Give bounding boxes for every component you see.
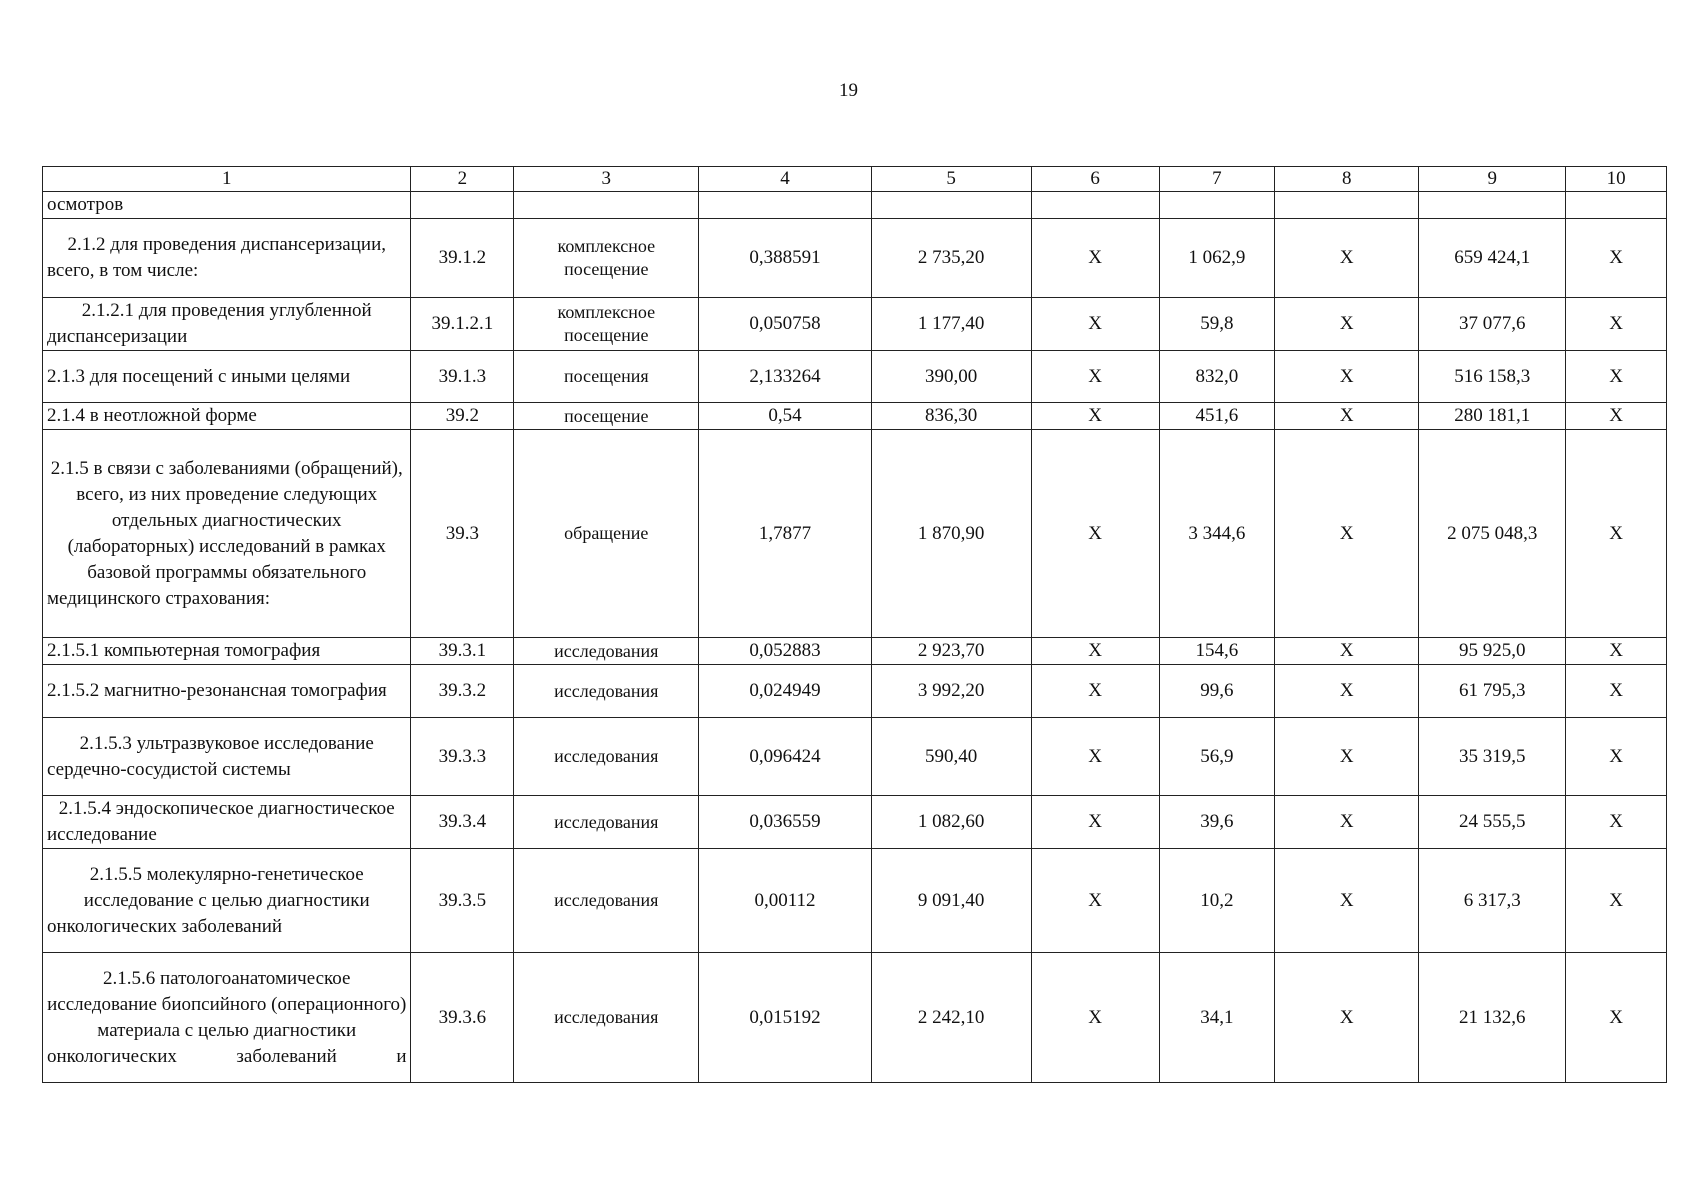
- value-cell: Х: [1566, 298, 1667, 351]
- value-cell: Х: [1031, 403, 1159, 430]
- value-cell: Х: [1566, 430, 1667, 638]
- row-code: 39.1.2.1: [411, 298, 514, 351]
- value-cell: 3 344,6: [1159, 430, 1275, 638]
- row-label: осмотров: [43, 192, 411, 219]
- unit-cell: исследования: [514, 665, 699, 718]
- value-cell: 832,0: [1159, 351, 1275, 403]
- value-cell: 516 158,3: [1419, 351, 1566, 403]
- value-cell: Х: [1031, 665, 1159, 718]
- value-cell: 390,00: [871, 351, 1031, 403]
- row-code: 39.3.2: [411, 665, 514, 718]
- value-cell: 3 992,20: [871, 665, 1031, 718]
- unit-cell: исследования: [514, 718, 699, 796]
- value-cell: 61 795,3: [1419, 665, 1566, 718]
- value-cell: Х: [1031, 638, 1159, 665]
- value-cell: 56,9: [1159, 718, 1275, 796]
- value-cell: 0,388591: [699, 219, 871, 298]
- value-cell: 34,1: [1159, 953, 1275, 1083]
- value-cell: Х: [1566, 849, 1667, 953]
- value-cell: 10,2: [1159, 849, 1275, 953]
- row-code: 39.1.3: [411, 351, 514, 403]
- row-code: [411, 192, 514, 219]
- value-cell: Х: [1566, 403, 1667, 430]
- row-label: 2.1.5.2 магнитно-резонансная томография: [43, 665, 411, 718]
- value-cell: 0,096424: [699, 718, 871, 796]
- value-cell: 2 075 048,3: [1419, 430, 1566, 638]
- table-row: [43, 351, 1667, 403]
- unit-cell: комплексное посещение: [514, 298, 699, 351]
- value-cell: Х: [1275, 219, 1419, 298]
- value-cell: Х: [1275, 638, 1419, 665]
- column-number: 10: [1566, 167, 1667, 192]
- value-cell: 451,6: [1159, 403, 1275, 430]
- table-row: [43, 298, 1667, 351]
- table-row: [43, 192, 1667, 219]
- value-cell: 590,40: [871, 718, 1031, 796]
- unit-cell: исследования: [514, 953, 699, 1083]
- row-label: 2.1.5 в связи с заболеваниями (обращений), всего, из них проведение следующих отдельных диагностических (лабораторных) исследований в рамках базовой программы обязательного медицинского страхования:: [43, 430, 411, 638]
- value-cell: 2 242,10: [871, 953, 1031, 1083]
- data-table: [42, 166, 1667, 1083]
- row-code: 39.3.4: [411, 796, 514, 849]
- value-cell: [699, 192, 871, 219]
- value-cell: 1 062,9: [1159, 219, 1275, 298]
- unit-cell: посещение: [514, 403, 699, 430]
- value-cell: 154,6: [1159, 638, 1275, 665]
- value-cell: Х: [1031, 298, 1159, 351]
- value-cell: Х: [1031, 796, 1159, 849]
- column-number: 5: [871, 167, 1031, 192]
- value-cell: Х: [1031, 430, 1159, 638]
- value-cell: 0,00112: [699, 849, 871, 953]
- value-cell: 21 132,6: [1419, 953, 1566, 1083]
- row-code: 39.1.2: [411, 219, 514, 298]
- value-cell: Х: [1566, 665, 1667, 718]
- table-row: [43, 219, 1667, 298]
- row-code: 39.3.5: [411, 849, 514, 953]
- table-row: [43, 665, 1667, 718]
- value-cell: 37 077,6: [1419, 298, 1566, 351]
- value-cell: 1 082,60: [871, 796, 1031, 849]
- table-row: [43, 638, 1667, 665]
- unit-cell: комплексное посещение: [514, 219, 699, 298]
- value-cell: Х: [1566, 718, 1667, 796]
- value-cell: 95 925,0: [1419, 638, 1566, 665]
- value-cell: Х: [1566, 796, 1667, 849]
- value-cell: 0,015192: [699, 953, 871, 1083]
- column-number: 8: [1275, 167, 1419, 192]
- column-number: 9: [1419, 167, 1566, 192]
- value-cell: Х: [1566, 638, 1667, 665]
- value-cell: Х: [1275, 403, 1419, 430]
- value-cell: 39,6: [1159, 796, 1275, 849]
- value-cell: [871, 192, 1031, 219]
- row-code: 39.3.6: [411, 953, 514, 1083]
- value-cell: Х: [1031, 219, 1159, 298]
- value-cell: 0,052883: [699, 638, 871, 665]
- value-cell: Х: [1275, 430, 1419, 638]
- value-cell: 24 555,5: [1419, 796, 1566, 849]
- table-row: [43, 953, 1667, 1083]
- value-cell: 0,036559: [699, 796, 871, 849]
- value-cell: 659 424,1: [1419, 219, 1566, 298]
- value-cell: Х: [1275, 665, 1419, 718]
- row-code: 39.3: [411, 430, 514, 638]
- value-cell: Х: [1031, 718, 1159, 796]
- value-cell: [1566, 192, 1667, 219]
- row-label: 2.1.2 для проведения диспансеризации, всего, в том числе:: [43, 219, 411, 298]
- value-cell: 6 317,3: [1419, 849, 1566, 953]
- value-cell: 99,6: [1159, 665, 1275, 718]
- value-cell: 1 177,40: [871, 298, 1031, 351]
- value-cell: 280 181,1: [1419, 403, 1566, 430]
- unit-cell: посещения: [514, 351, 699, 403]
- unit-cell: исследования: [514, 638, 699, 665]
- value-cell: Х: [1275, 351, 1419, 403]
- row-label: 2.1.5.3 ультразвуковое исследование сердечно-сосудистой системы: [43, 718, 411, 796]
- value-cell: 35 319,5: [1419, 718, 1566, 796]
- row-code: 39.3.1: [411, 638, 514, 665]
- value-cell: Х: [1275, 953, 1419, 1083]
- value-cell: 0,024949: [699, 665, 871, 718]
- value-cell: 2,133264: [699, 351, 871, 403]
- table-row: [43, 430, 1667, 638]
- row-label: 2.1.5.1 компьютерная томография: [43, 638, 411, 665]
- value-cell: Х: [1031, 849, 1159, 953]
- table-row: [43, 849, 1667, 953]
- value-cell: 1,7877: [699, 430, 871, 638]
- value-cell: Х: [1275, 796, 1419, 849]
- row-label: 2.1.2.1 для проведения углубленной диспансеризации: [43, 298, 411, 351]
- unit-cell: исследования: [514, 849, 699, 953]
- value-cell: 59,8: [1159, 298, 1275, 351]
- value-cell: 0,54: [699, 403, 871, 430]
- column-number: 4: [699, 167, 871, 192]
- value-cell: Х: [1031, 351, 1159, 403]
- row-label: 2.1.4 в неотложной форме: [43, 403, 411, 430]
- value-cell: [1419, 192, 1566, 219]
- column-number: 1: [43, 167, 411, 192]
- row-label: 2.1.5.5 молекулярно-генетическое исследование с целью диагностики онкологических заболеваний: [43, 849, 411, 953]
- column-number: 3: [514, 167, 699, 192]
- table-row: [43, 403, 1667, 430]
- value-cell: 9 091,40: [871, 849, 1031, 953]
- value-cell: [1031, 192, 1159, 219]
- value-cell: [1159, 192, 1275, 219]
- value-cell: Х: [1275, 849, 1419, 953]
- value-cell: 836,30: [871, 403, 1031, 430]
- value-cell: 2 923,70: [871, 638, 1031, 665]
- value-cell: Х: [1566, 953, 1667, 1083]
- page-number: 19: [839, 80, 858, 101]
- unit-cell: обращение: [514, 430, 699, 638]
- value-cell: [1275, 192, 1419, 219]
- column-number: 7: [1159, 167, 1275, 192]
- row-code: 39.2: [411, 403, 514, 430]
- unit-cell: исследования: [514, 796, 699, 849]
- value-cell: Х: [1031, 953, 1159, 1083]
- value-cell: 1 870,90: [871, 430, 1031, 638]
- value-cell: Х: [1566, 219, 1667, 298]
- value-cell: Х: [1275, 718, 1419, 796]
- column-number-row: [43, 167, 1667, 192]
- unit-cell: [514, 192, 699, 219]
- table-row: [43, 718, 1667, 796]
- value-cell: Х: [1275, 298, 1419, 351]
- value-cell: 0,050758: [699, 298, 871, 351]
- row-label: 2.1.3 для посещений с иными целями: [43, 351, 411, 403]
- column-number: 6: [1031, 167, 1159, 192]
- column-number: 2: [411, 167, 514, 192]
- row-label: 2.1.5.6 патологоанатомическое исследование биопсийного (операционного) материала с целью диагностики онкологических заболеваний и: [43, 953, 411, 1083]
- row-label: 2.1.5.4 эндоскопическое диагностическое исследование: [43, 796, 411, 849]
- row-code: 39.3.3: [411, 718, 514, 796]
- table-row: [43, 796, 1667, 849]
- value-cell: Х: [1566, 351, 1667, 403]
- value-cell: 2 735,20: [871, 219, 1031, 298]
